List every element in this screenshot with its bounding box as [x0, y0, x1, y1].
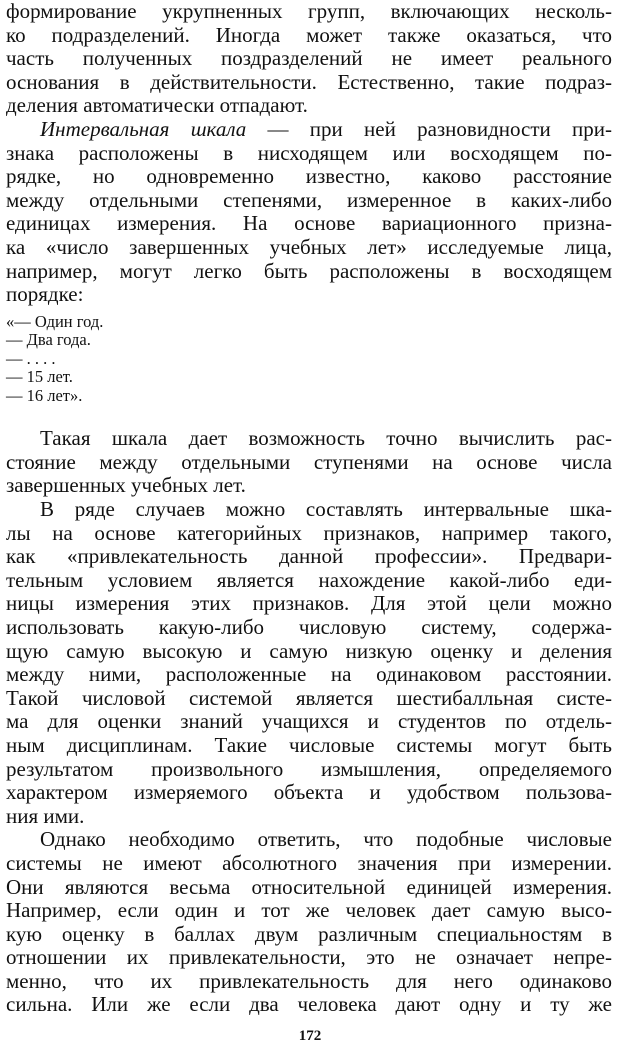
- text-line: как «привлекательность данной профессии». Предвари-: [6, 545, 612, 569]
- list-item: — Два года.: [6, 330, 91, 350]
- paragraph-3: [6, 427, 612, 498]
- text-line: Такая шкала дает возможность точно вычислить рас-: [40, 427, 612, 451]
- text-line: завершенных учебных лет.: [6, 474, 246, 498]
- text-line: знака расположены в нисходящем или восходящем по-: [6, 141, 612, 165]
- text-line: щую самую высокую и самую низкую оценку и деления: [6, 639, 612, 663]
- text-line: характером измеряемого объекта и удобством пользова-: [6, 781, 612, 805]
- text-line: часть полученных поздразделений не имеет реального: [6, 47, 612, 71]
- text-line: Однако необходимо ответить, что подобные числовые: [40, 828, 612, 852]
- text-line: порядке:: [6, 283, 84, 307]
- text-line: например, могут легко быть расположены в восходящем: [6, 259, 612, 283]
- body-text: [6, 0, 612, 1017]
- text-line: менно, что их привлекательность для него одинаково: [6, 969, 612, 993]
- text-line: ко подразделений. Иногда может также оказаться, что: [6, 23, 612, 47]
- paragraph-4: [6, 498, 612, 828]
- list-item: — . . . .: [6, 348, 56, 368]
- paragraph-5: [6, 828, 612, 1017]
- paragraph-2: [6, 118, 612, 307]
- text-line: кую оценку в баллах двум различным специальностям в: [6, 922, 612, 946]
- list-item: «— Один год.: [6, 311, 104, 331]
- text-line: ма для оценки знаний учащихся и студентов по отдель-: [6, 710, 612, 734]
- text-line: результатом произвольного измышления, определяемого: [6, 757, 612, 781]
- text-line: Например, если один и тот же человек дает самую высо-: [6, 899, 612, 923]
- text-line: сильна. Или же если два человека дают одну и ту же: [6, 993, 612, 1017]
- text-line: деления автоматически отпадают.: [6, 94, 308, 118]
- text-line: ния ими.: [6, 804, 85, 828]
- text-line: ка «число завершенных учебных лет» исследуемые лица,: [6, 235, 612, 259]
- text-line: рядке, но одновременно известно, каково расстояние: [6, 165, 612, 189]
- text-line: тельным условием является нахождение какой-либо еди-: [6, 568, 612, 592]
- text-line: ницы измерения этих признаков. Для этой цели можно: [6, 592, 612, 616]
- text-line: формирование укрупненных групп, включающих несколь-: [6, 0, 612, 23]
- text-line: [6, 118, 612, 142]
- list-item: — 15 лет.: [6, 367, 73, 387]
- text-line: основания в действительности. Естественно, такие подраз-: [6, 70, 612, 94]
- text-line: лы на основе категорийных признаков, например такого,: [6, 521, 612, 545]
- text-line: использовать какую-либо числовую систему, содержа-: [6, 615, 612, 639]
- page-number: 172: [298, 1028, 322, 1044]
- text-line: стояние между отдельными ступенями на основе числа: [6, 450, 612, 474]
- text-line: Такой числовой системой является шестибалльная систе-: [6, 686, 612, 710]
- text-line: ным дисциплинам. Такие числовые системы могут быть: [6, 733, 612, 757]
- text-line: отношении их привлекательности, это не означает непре-: [6, 946, 612, 970]
- italic-term: Интервальная шкала: [40, 117, 247, 141]
- text-line: между ними, расположенные на одинаковом расстоянии.: [6, 663, 612, 687]
- years-list: [6, 313, 612, 406]
- text-line: единицах измерения. На основе вариационного призна-: [6, 212, 612, 236]
- text-line: В ряде случаев можно составлять интервальные шка-: [40, 498, 612, 521]
- text-fragment: — при ней разновидности при-: [246, 117, 612, 141]
- paragraph-1: [6, 0, 612, 118]
- list-item: — 16 лет».: [6, 385, 83, 405]
- text-line: системы не имеют абсолютного значения при измерении.: [6, 851, 612, 875]
- text-line: Они являются весьма относительной единицей измерения.: [6, 875, 612, 899]
- text-line: между отдельными степенями, измеренное в каких-либо: [6, 188, 612, 212]
